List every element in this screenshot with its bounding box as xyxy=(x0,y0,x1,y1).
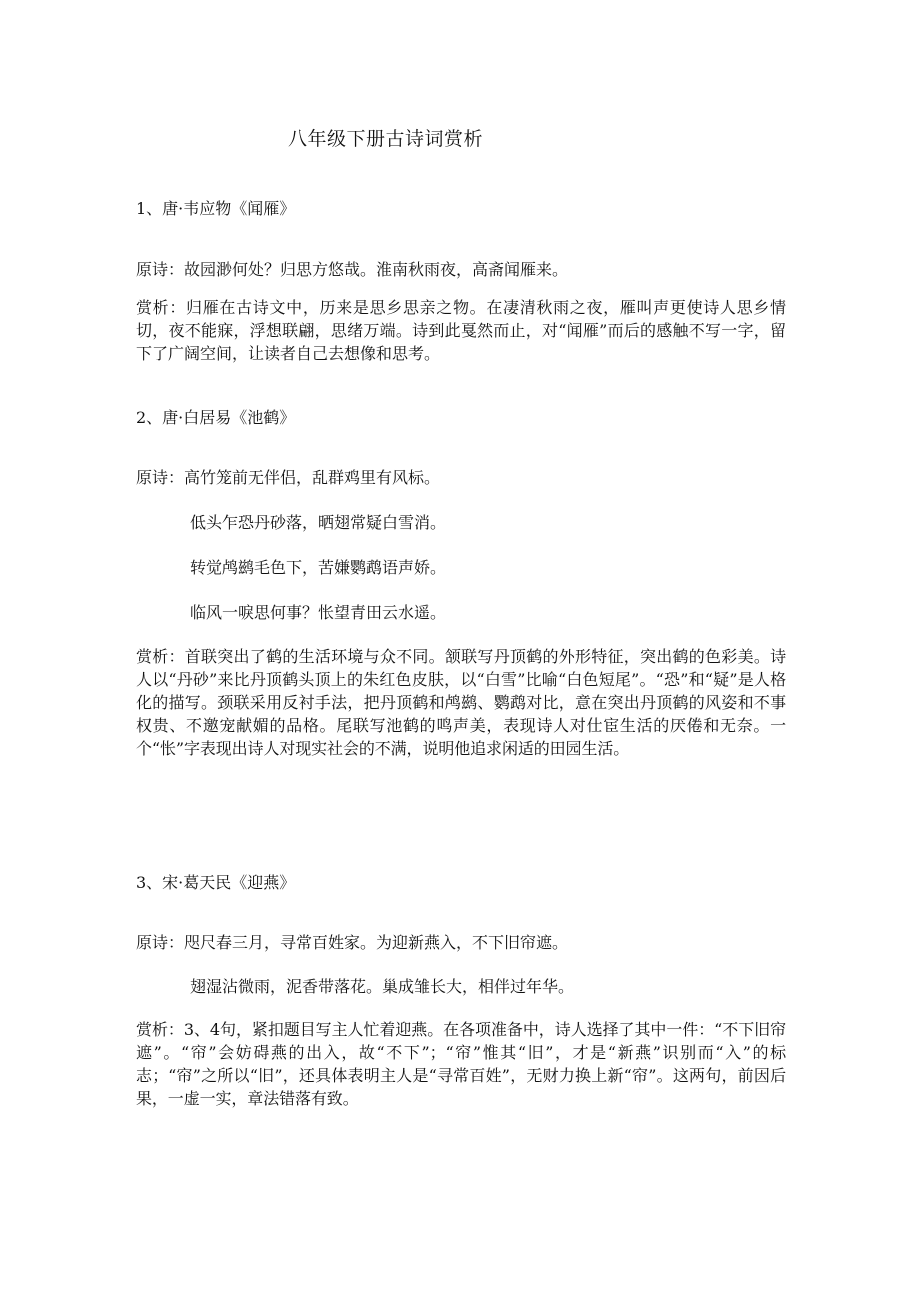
poem-1-original-line-1: 原诗：故园渺何处？归思方悠哉。淮南秋雨夜，高斋闻雁来。 xyxy=(136,260,569,279)
poem-1-heading: 1、唐·韦应物《闻雁》 xyxy=(136,199,296,218)
poem-2-original-line-3: 转觉鸬鹚毛色下，苦嫌鹦鹉语声娇。 xyxy=(190,558,447,577)
poem-2-original-line-2: 低头乍恐丹砂落，晒翅常疑白雪消。 xyxy=(190,513,447,532)
poem-3-original-line-1: 原诗：咫尺春三月，寻常百姓家。为迎新燕入，不下旧帘遮。 xyxy=(136,933,569,952)
poem-2-original-line-1: 原诗：高竹笼前无伴侣，乱群鸡里有风标。 xyxy=(136,468,441,487)
poem-2-original-line-4: 临风一唳思何事？怅望青田云水遥。 xyxy=(190,603,447,622)
poem-1-analysis: 赏析：归雁在古诗文中，历来是思乡思亲之物。在凄清秋雨之夜，雁叫声更使诗人思乡情切，夜不能寐，浮想联翩，思绪万端。诗到此戛然而止，对“闻雁”而后的感触不写一字，留下了广阔空间，让读者自己去想像和思考。 xyxy=(136,298,786,363)
poem-3-original-line-2: 翅湿沾微雨，泥香带落花。巢成雏长大，相伴过年华。 xyxy=(190,977,575,996)
poem-2-heading: 2、唐·白居易《池鹤》 xyxy=(136,408,296,427)
poem-2-analysis: 赏析：首联突出了鹤的生活环境与众不同。颔联写丹顶鹤的外形特征，突出鹤的色彩美。诗人以“丹砂”来比丹顶鹤头顶上的朱红色皮肤，以“白雪”比喻“白色短尾”。“恐”和“疑”是人格化的描写。颈联采用反衬手法，把丹顶鹤和鸬鹚、鹦鹉对比，意在突出丹顶鹤的风姿和不事权贵、不邀宠献媚的品格。尾联写池鹤的鸣声美，表现诗人对仕宦生活的厌倦和无奈。一个“怅”字表现出诗人对现实社会的不满，说明他追求闲适的田园生活。 xyxy=(136,647,786,758)
poem-3-analysis: 赏析：3、4句，紧扣题目写主人忙着迎燕。在各项准备中，诗人选择了其中一件：“不下旧帘遮”。“帘”会妨碍燕的出入，故“不下”；“帘”惟其“旧”，才是“新燕”识别而“入”的标志；“帘”之所以“旧”，还具体表明主人是“寻常百姓”，无财力换上新“帘”。这两句，前因后果，一虚一实，章法错落有致。 xyxy=(136,1020,786,1108)
document-title: 八年级下册古诗词赏析 xyxy=(288,128,484,150)
poem-3-heading: 3、宋·葛天民《迎燕》 xyxy=(136,873,296,892)
